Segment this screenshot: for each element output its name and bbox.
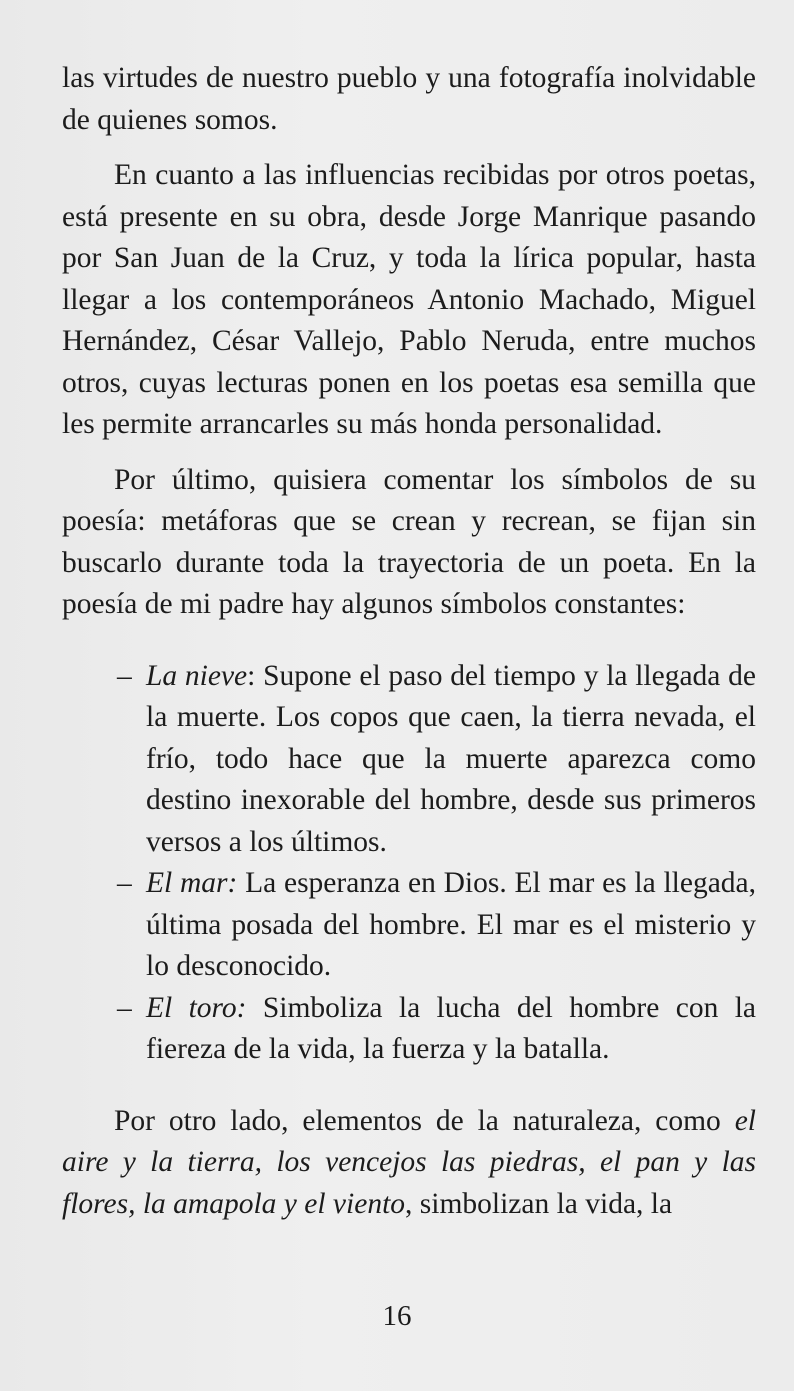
symbol-item-mar xyxy=(62,863,756,988)
symbol-item-toro xyxy=(62,988,756,1071)
list-dash: – xyxy=(117,991,132,1024)
symbol-item-nieve: – La nieve: Supone el paso del tiempo y la llegada de la muerte. Los copos que caen, la tierra nevada, el frío, todo hace que la muerte aparezca como destino inexorable del hombre, desde sus primeros versos a los últimos. xyxy=(62,656,756,864)
list-dash: – xyxy=(117,659,132,692)
symbol-description: Supone el paso del tiempo y la llegada de la muerte. Los copos que caen, la tierra nevada, el frío, todo hace que la muerte aparezca como destino inexorable del hombre, desde sus primeros versos a los últimos. xyxy=(146,659,756,858)
nature-elements-italic: el aire y la tierra, los vencejos las piedras, el pan y las flores, la amapola y el viento xyxy=(62,1104,756,1220)
symbol-term: El mar: xyxy=(146,867,238,899)
paragraph-symbols-intro: Por último, quisiera comentar los símbolos de su poesía: metáforas que se crean y recrean, se fijan sin buscarlo durante toda la trayectoria de un poeta. En la poesía de mi padre hay algunos símbolos constantes: xyxy=(62,463,756,620)
paragraph-influences: En cuanto a las influencias recibidas por otros poetas, está presente en su obra, desde Jorge Manrique pasando por San Juan de la Cruz, y toda la lírica popular, hasta llegar a los contemporáneos Antonio Machado, Miguel Hernández, César Vallejo, Pablo Neruda, entre muchos otros, cuyas lecturas ponen en los poetas esa semilla que les permite arrancarles su más honda personalidad. xyxy=(62,159,756,440)
paragraph-continuation: las virtudes de nuestro pueblo y una fotografía inolvidable de quienes somos. xyxy=(62,62,756,136)
symbol-description: La esperanza en Dios. El mar es la llegada, última posada del hombre. El mar es el misterio y lo desconocido. xyxy=(146,867,757,982)
symbol-term: El toro: xyxy=(146,991,247,1024)
page-body xyxy=(62,58,756,1225)
paragraph-nature-elements: Por otro lado, elementos de la naturaleza, como el aire y la tierra, los vencejos las piedras, el pan y las flores, la amapola y el viento, simbolizan la vida, la xyxy=(62,1104,756,1220)
page-number: 16 xyxy=(382,1300,412,1332)
list-dash: – xyxy=(117,867,132,899)
symbol-description: Simboliza la lucha del hombre con la fiereza de la vida, la fuerza y la batalla. xyxy=(146,991,756,1065)
symbol-term: La nieve xyxy=(146,659,248,692)
